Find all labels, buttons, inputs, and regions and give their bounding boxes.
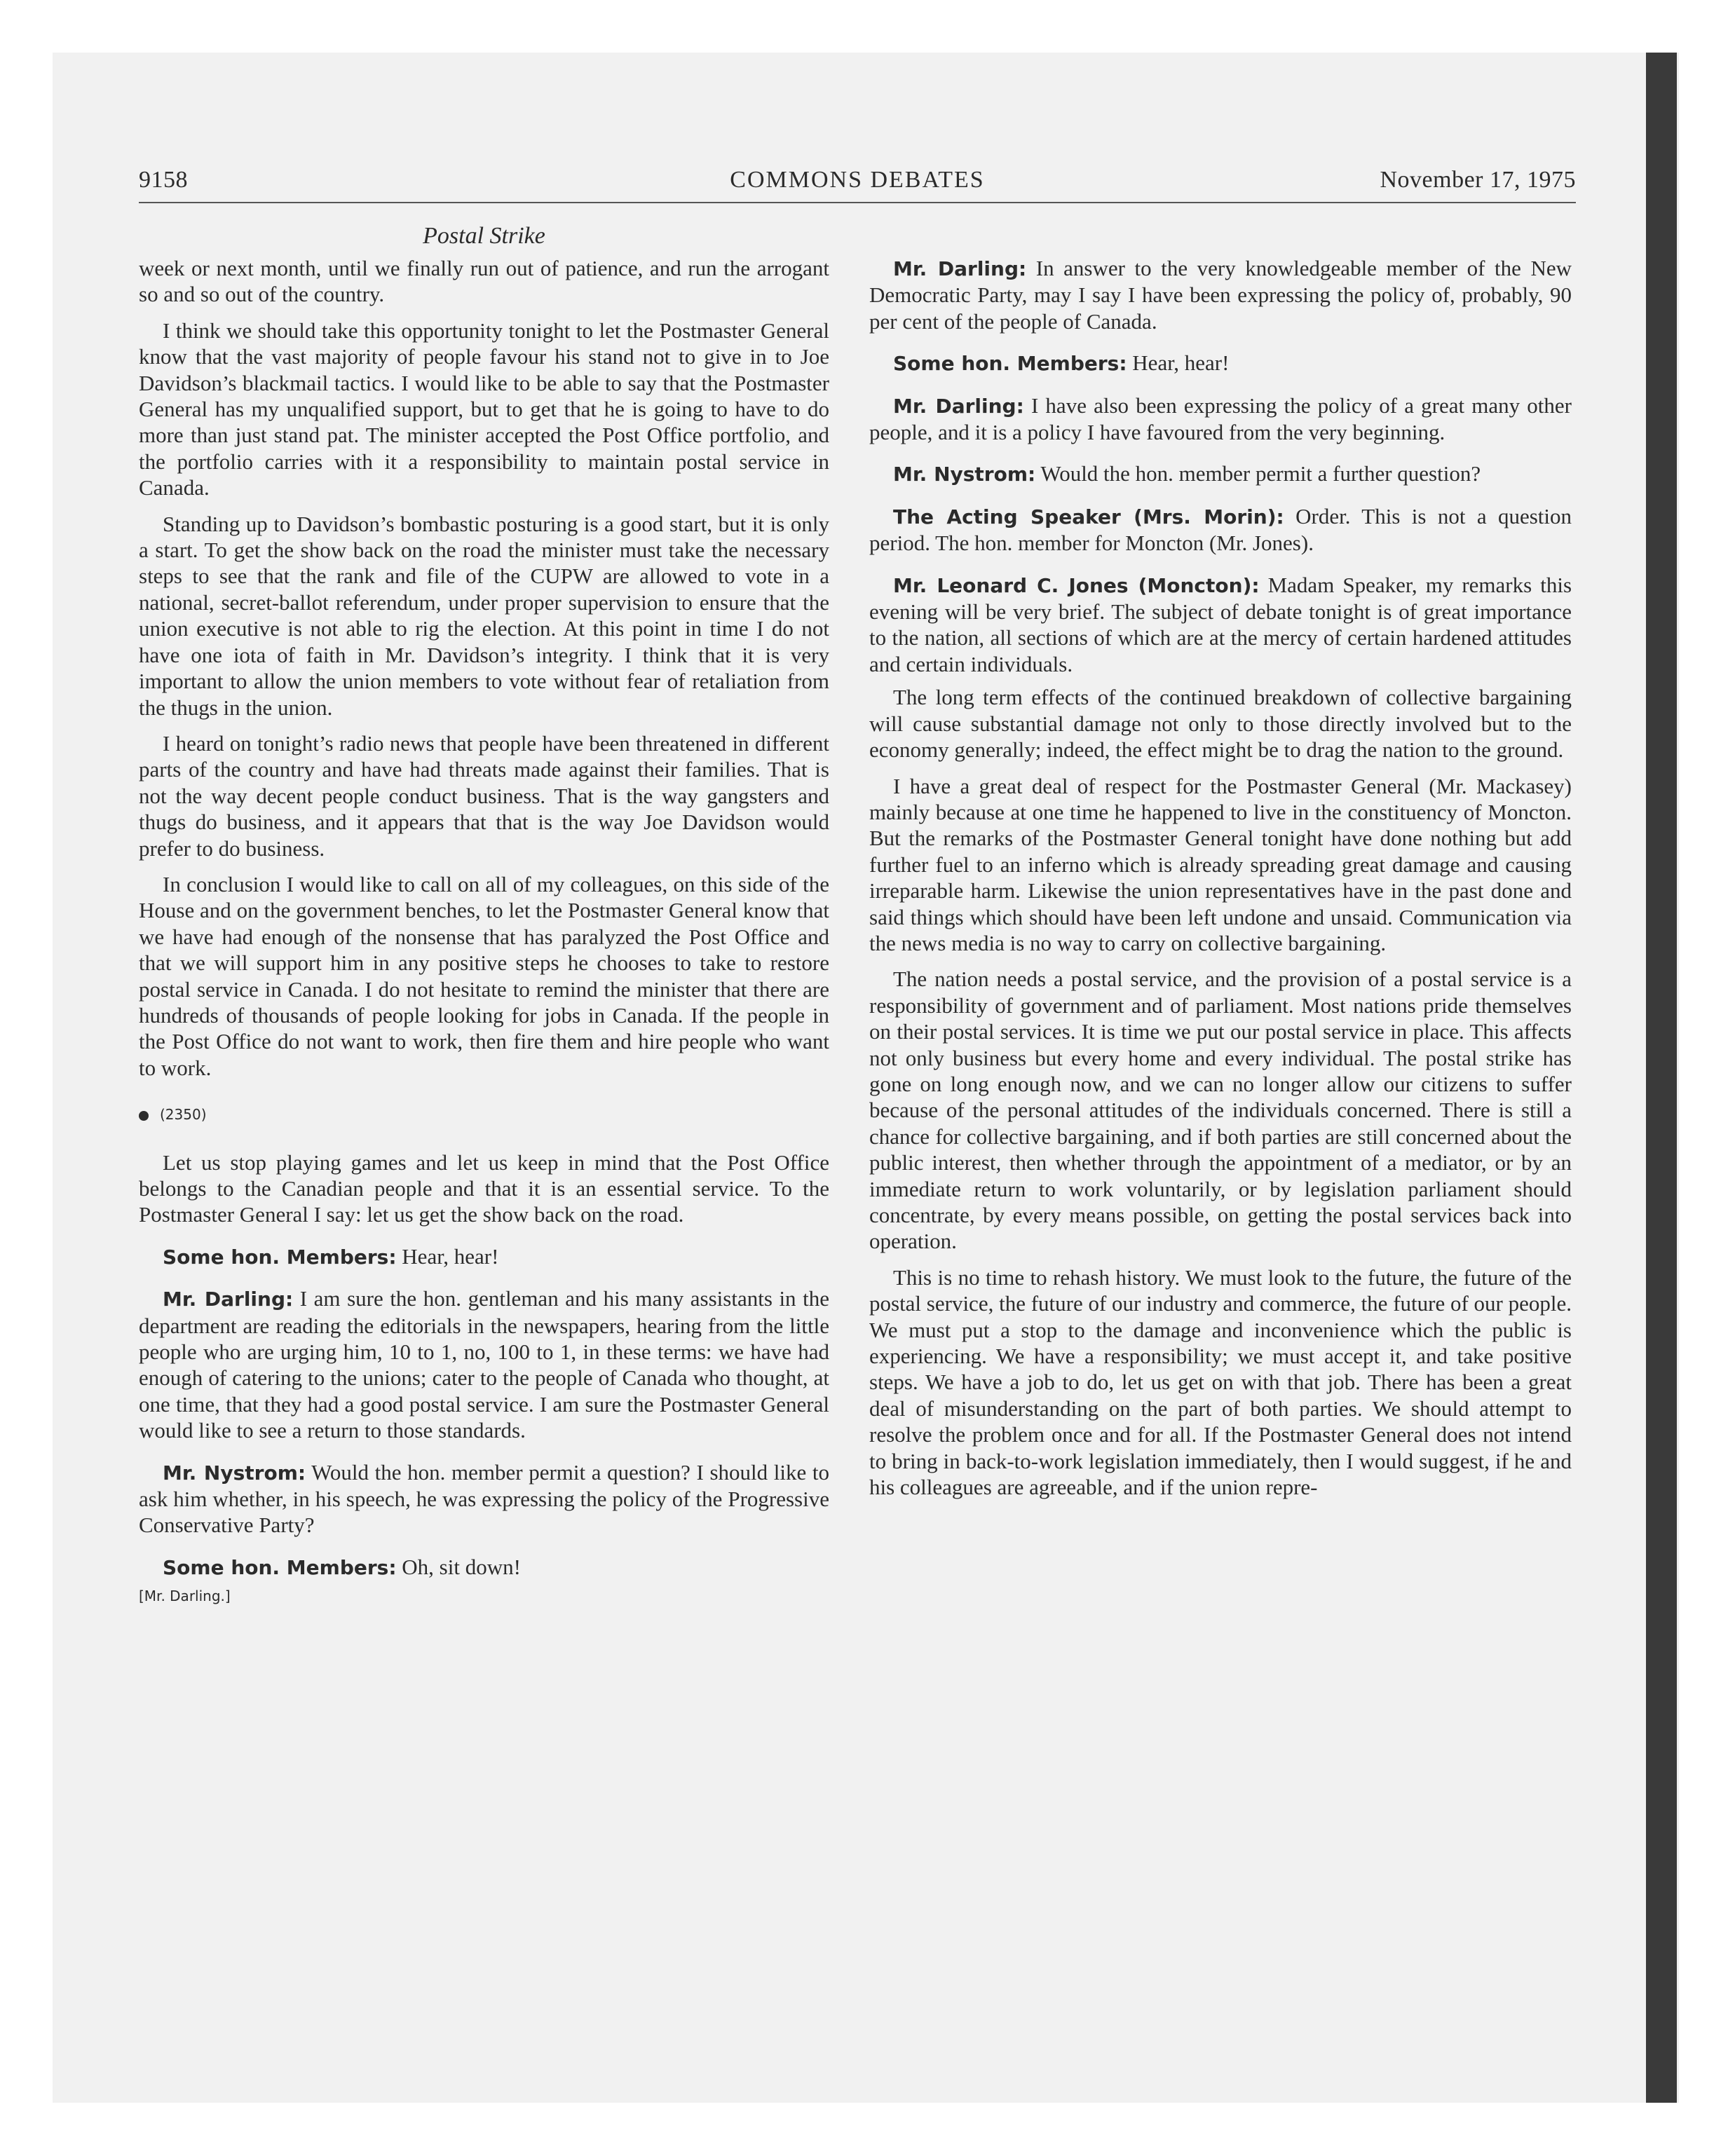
paragraph: I think we should take this opportunity tonight to let the Postmaster General know that the vast majority of people favour his stand not to give in to Joe Davidson’s blackmail tactics. I would like to be able to say that the Postmaster General has my unqualified support, but to get that he is going to have to do more than just stand pat. The minister accepted the Post Office portfolio, and the portfolio carries with it a responsibility to maintain postal service in Canada.: [139, 318, 829, 500]
speech-text: In answer to the very knowledgeable member of the New Democratic Party, may I say I have been expressing the policy of, probably, 90 per cent of the people of Canada.: [869, 256, 1572, 334]
scan-edge-shadow: [1646, 53, 1677, 2103]
right-column: [869, 255, 1572, 1510]
header-rule: [139, 202, 1576, 203]
speaker-name: Some hon. Members:: [893, 352, 1127, 376]
page-header: [139, 167, 1576, 202]
bullet-icon: [139, 1111, 149, 1121]
paragraph: Standing up to Davidson’s bombastic posturing is a good start, but it is only a start. To get the show back on the road the minister must take the necessary steps to see that the rank and file of the CUPW are allowed to vote in a national, secret-ballot referendum, under proper supervision to ensure that the union executive is not able to rig the election. At this point in time I do not have one iota of faith in Mr. Davidson’s integrity. I think that it is very important to allow the union members to vote without fear of retaliation from the thugs in the union.: [139, 511, 829, 720]
page-date: November 17, 1975: [1380, 167, 1576, 193]
speaker-name: Mr. Nystrom:: [893, 463, 1036, 486]
speaker-name: Mr. Darling:: [163, 1288, 294, 1311]
paragraph: I heard on tonight’s radio news that people have been threatened in different parts of the country and have had threats made against their families. That is not the way decent people conduct business. That is the way gangsters and thugs do business, and it appears that that is the way Joe Davidson would prefer to do business.: [139, 730, 829, 861]
speech: [139, 1459, 829, 1538]
speech-text: Would the hon. member permit a question? I should like to ask him whether, in his speech, he was expressing the policy of the Progressive Conservative Party?: [139, 1459, 829, 1538]
speaker-name: Mr. Darling:: [893, 257, 1027, 280]
speech-text: Oh, sit down!: [402, 1554, 521, 1579]
speech: [139, 1243, 829, 1270]
paragraph: I have a great deal of respect for the Postmaster General (Mr. Mackasey) mainly because at one time he happened to live in the constituency of Moncton. But the remarks of the Postmaster General tonight have done nothing but add further fuel to an inferno which is already spreading great damage and causing irreparable harm. Likewise the union representatives have in the past done and said things which should have been left undone and unsaid. Communication via the news media is no way to carry on collective bargaining.: [869, 773, 1572, 955]
speech: [869, 393, 1572, 446]
speech: [139, 1285, 829, 1443]
speech: [869, 255, 1572, 334]
speaker-name: Some hon. Members:: [163, 1555, 397, 1579]
speaker-name: Mr. Leonard C. Jones (Moncton):: [893, 573, 1260, 597]
speech: [139, 1554, 829, 1581]
speech: [869, 350, 1572, 376]
speech-text: Madam Speaker, my remarks this evening will be very brief. The subject of debate tonight is of great importance to the nation, all sections of which are at the mercy of certain hardened attitudes and certain individuals.: [869, 572, 1572, 676]
speech-text: I am sure the hon. gentleman and his many assistants in the department are reading the editorials in the newspapers, hearing from the little people who are urging him, 10 to 1, no, 100 to 1, in these terms: we have had enough of catering to the unions; cater to the people of Canada who thought, at one time, that they had a good postal service. I am sure the Postmaster General would like to see a return to those standards.: [139, 1286, 829, 1443]
paragraph: The long term effects of the continued breakdown of collective bargaining will cause substantial damage not only to those directly involved but to the economy generally; indeed, the effect might be to drag the nation to the ground.: [869, 685, 1572, 763]
subject-heading: Postal Strike: [423, 223, 545, 249]
speech-text: I have also been expressing the policy of a great many other people, and it is a policy I have favoured from the very beginning.: [869, 393, 1572, 445]
paragraph: week or next month, until we finally run out of patience, and run the arrogant so and so out of the country.: [139, 256, 829, 307]
speaker-name: Mr. Darling:: [893, 394, 1024, 418]
paragraph: In conclusion I would like to call on all of my colleagues, on this side of the House and on the government benches, to let the Postmaster General know that we have had enough of the nonsense that has paralyzed the Post Office and that we will support him in any positive steps he chooses to take to restore postal service in Canada. I do not hesitate to remind the minister that there are hundreds of thousands of people looking for jobs in Canada. If the people in the Post Office do not want to work, then fire them and hire people who want to work.: [139, 871, 829, 1080]
speaker-footnote: [Mr. Darling.]: [139, 1588, 231, 1605]
speaker-name: The Acting Speaker (Mrs. Morin):: [893, 505, 1284, 528]
speech: [869, 503, 1572, 557]
left-column: [139, 255, 829, 1610]
paragraph: Let us stop playing games and let us keep in mind that the Post Office belongs to the Canadian people and that it is an essential service. To the Postmaster General I say: let us get the show back on the road.: [139, 1149, 829, 1227]
speaker-name: Some hon. Members:: [163, 1245, 397, 1269]
journal-title: COMMONS DEBATES: [730, 167, 985, 193]
speech: [869, 460, 1572, 487]
speech-text: Hear, hear!: [402, 1243, 499, 1269]
speech-text: Hear, hear!: [1132, 350, 1230, 376]
paragraph: The nation needs a postal service, and the provision of a postal service is a responsibility of government and of parliament. Most nations pride themselves on their postal services. It is time we put our postal service in place. This affects not only business but every home and every individual. The postal strike has gone on long enough now, and we can no longer allow our citizens to suffer because of the personal attitudes of the individuals concerned. There is still a chance for collective bargaining, and if both parties are still concerned about the public interest, then whether through the appointment of a mediator, or by an immediate return to work voluntarily, or by legislation parliament should concentrate, by every means possible, on getting the postal services back into operation.: [869, 967, 1572, 1254]
speech-text: Would the hon. member permit a further question?: [1040, 461, 1481, 486]
speech-text: Order. This is not a question period. The hon. member for Moncton (Mr. Jones).: [869, 503, 1572, 556]
time-marker-text: (2350): [160, 1106, 207, 1124]
speaker-name: Mr. Nystrom:: [163, 1461, 306, 1485]
page-number: 9158: [139, 167, 188, 193]
paragraph: This is no time to rehash history. We must look to the future, the future of the postal service, the future of our industry and commerce, the future of our people. We must put a stop to the damage and inconvenience which the public is experiencing. We have a responsibility; we must accept it, and take positive steps. We have a job to do, let us get on with that job. There has been a great deal of misunderstanding on the part of both parties. We should attempt to resolve the problem once and for all. If the Postmaster General does not intend to bring in back-to-work legislation immediately, then I would suggest, if he and his colleagues are agreeable, and if the union repre-: [869, 1264, 1572, 1500]
speech: [869, 572, 1572, 678]
time-marker: [139, 1102, 829, 1128]
